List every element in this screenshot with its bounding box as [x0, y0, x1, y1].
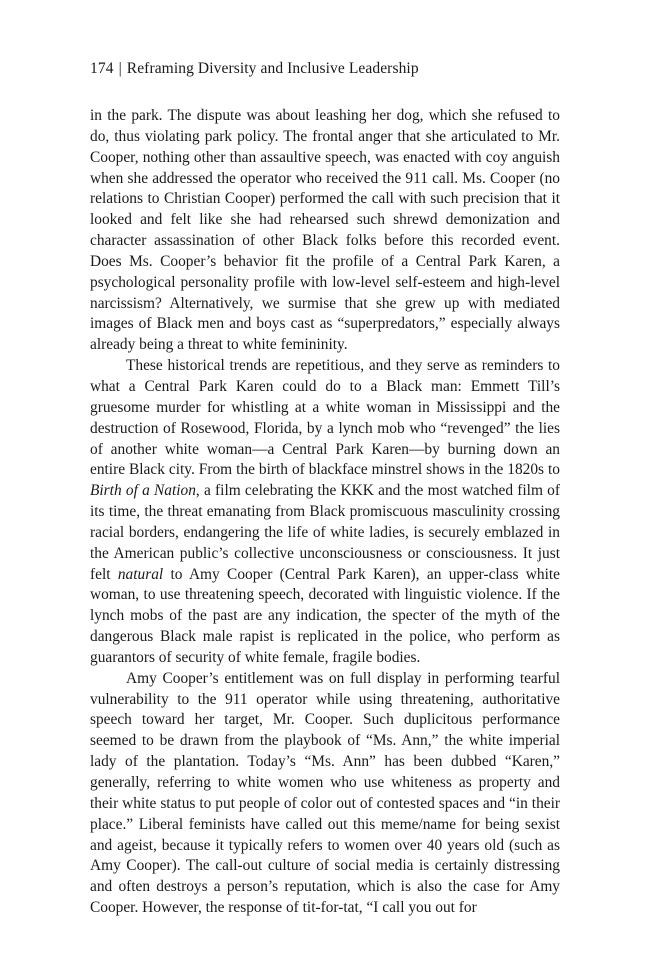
paragraph-1-text: in the park. The dispute was about leashing her dog, which she refused to do, thus violating park policy. The frontal anger that she articulated to Mr. Cooper, nothing other than assaultive speech, was enacted with coy anguish when she addressed the operator who received the 911 call. Ms. Cooper (no relations to Christian Cooper) performed the call with such precision that it looked and felt like she had rehearsed such shrewd demonization and character assassination of other Black folks before this recorded event. Does Ms. Cooper’s behavior fit the profile of a Central Park Karen, a psychological personality profile with low-level self-esteem and high-level narcissism? Alternatively, we surmise that she grew up with mediated images of Black men and boys cast as “superpredators,” especially always already being a threat to white femininity.: [90, 107, 560, 354]
book-page: [90, 58, 560, 919]
emphasis-natural: natural: [117, 565, 164, 583]
running-head: [90, 58, 560, 80]
paragraph-1: [90, 106, 560, 356]
book-title: Reframing Diversity and Inclusive Leadership: [126, 60, 419, 77]
header-separator: |: [118, 60, 122, 77]
page-number: 174: [90, 60, 114, 77]
paragraph-2-text-c: to Amy Cooper (Central Park Karen), an upper-class white woman, to use threatening speech, decorated with linguistic violence. If the lynch mobs of the past are any indication, the specter of the myth of the dangerous Black male rapist is replicated in the police, who perform as guarantors of security of white female, fragile bodies.: [90, 565, 561, 666]
paragraph-2-text-b: , a film celebrating the KKK and the most watched film of its time, the threat emanating from Black promiscuous masculinity crossing racial borders, endangering the life of white ladies, is securely emblazed in the American public’s collective unconsciousness or consciousness. It just felt: [90, 482, 560, 583]
paragraph-3: [90, 669, 560, 919]
film-title-italic: Birth of a Nation: [90, 482, 196, 500]
paragraph-3-text: Amy Cooper’s entitlement was on full display in performing tearful vulnerability to the 911 operator while using threatening, authoritative speech toward her target, Mr. Cooper. Such duplicitous performance seemed to be drawn from the playbook of “Ms. Ann,” the white imperial lady of the plantation. Today’s “Ms. Ann” has been dubbed “Karen,” generally, referring to white women who use whiteness as property and their white status to put people of color out of contested spaces and “in their place.” Liberal feminists have called out this meme/name for being sexist and ageist, because it typically refers to women over 40 years old (such as Amy Cooper). The call-out culture of social media is certainly distressing and often destroys a person’s reputation, which is also the case for Amy Cooper. However, the response of tit-for-tat, “I call you out for: [90, 669, 560, 917]
paragraph-2: [90, 356, 560, 669]
body-text: [90, 106, 560, 919]
paragraph-2-text-a: These historical trends are repetitious, and they serve as reminders to what a Central Park Karen could do to a Black man: Emmett Till’s gruesome murder for whistling at a white woman in Mississippi and the destruction of Rosewood, Florida, by a lynch mob who “revenged” the lies of another white woman—a Central Park Karen—by burning down an entire Black city. From the birth of blackface minstrel shows in the 1820s to: [90, 357, 560, 479]
